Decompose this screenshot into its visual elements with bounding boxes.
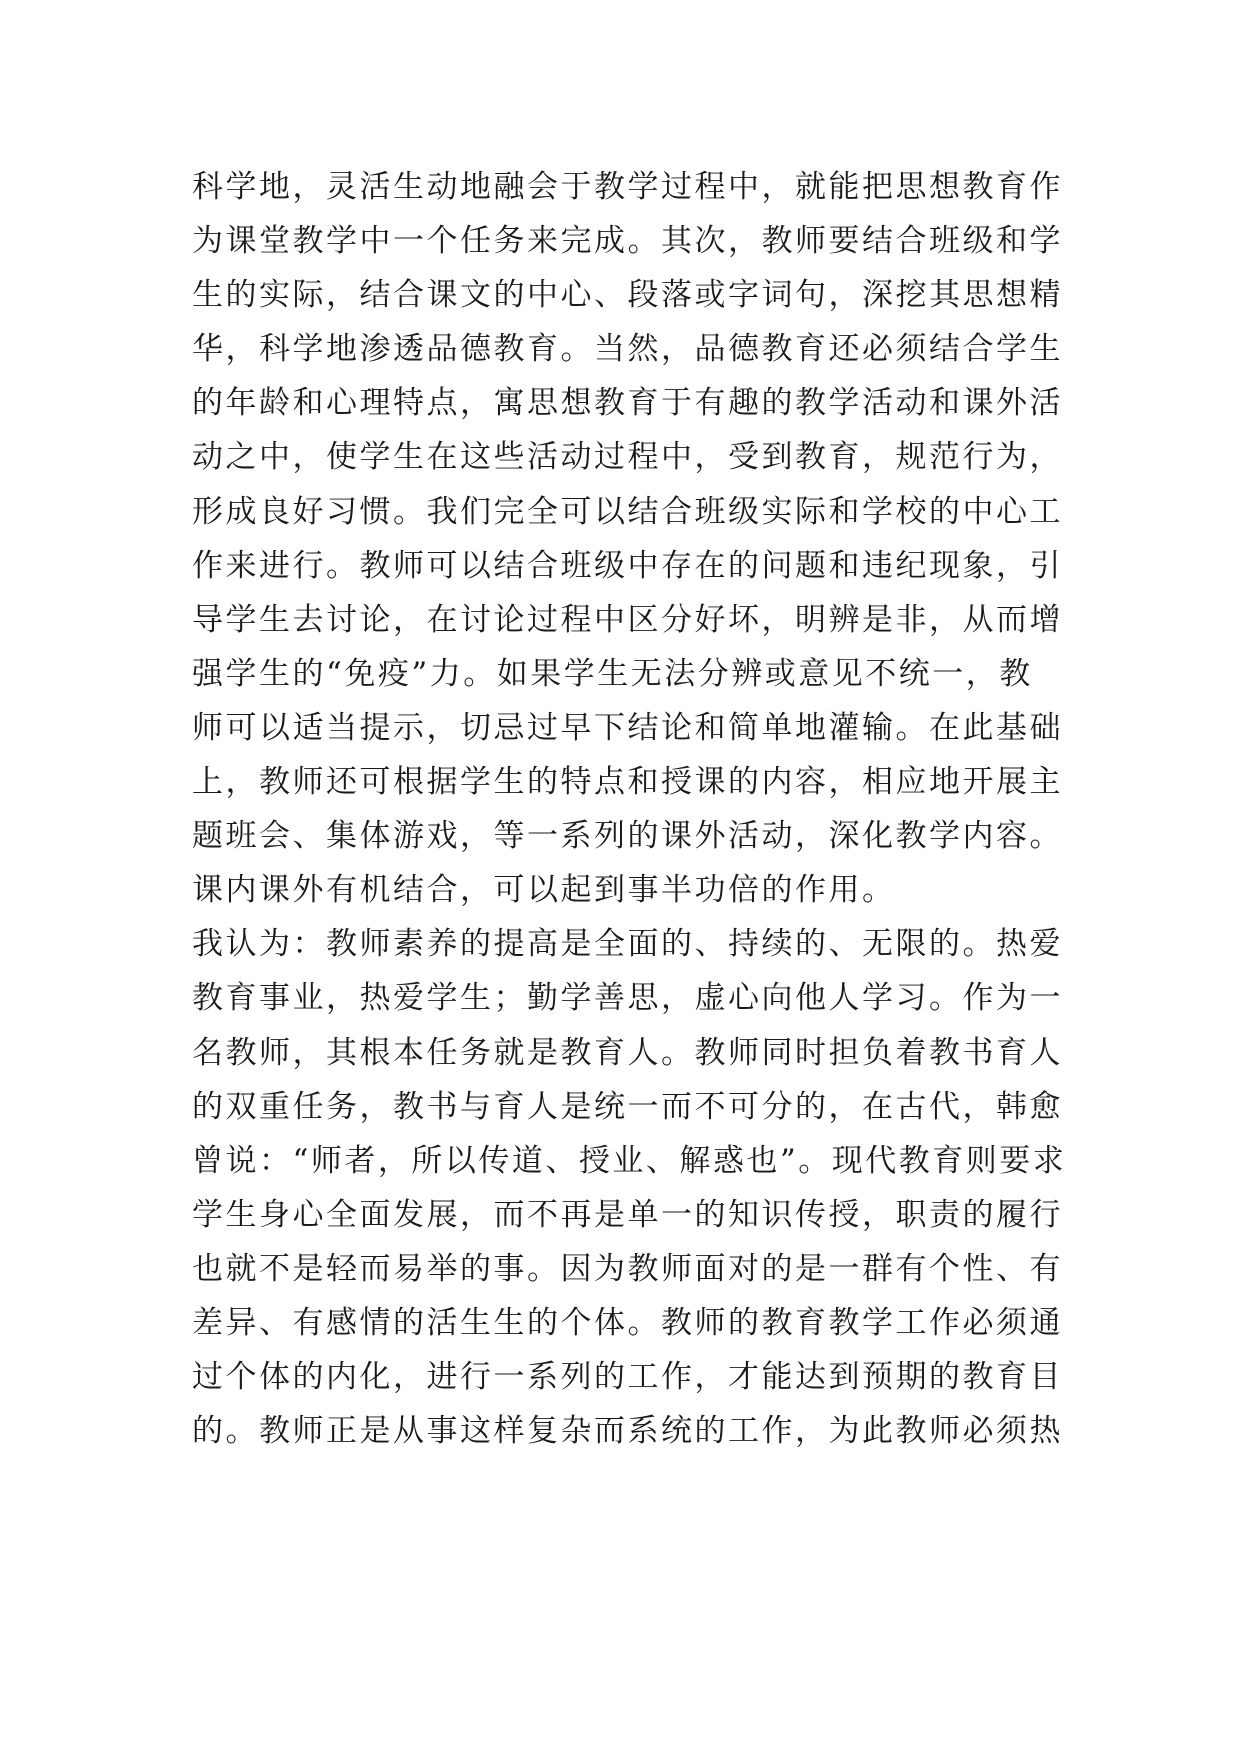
text-line: 差异、有感情的活生生的个体。教师的教育教学工作必须通 [192, 1304, 1063, 1341]
text-line: 课内课外有机结合，可以起到事半功倍的作用。 [192, 872, 896, 909]
text-line: 导学生去讨论，在讨论过程中区分好坏，明辨是非，从而增 [192, 601, 1063, 638]
text-line: 作来进行。教师可以结合班级中存在的问题和违纪现象，引 [192, 547, 1063, 584]
text-line: 科学地，灵活生动地融会于教学过程中，就能把思想教育作 [192, 169, 1063, 205]
text-line: 师可以适当提示，切忌过早下结论和简单地灌输。在此基础 [192, 709, 1063, 746]
text-line: 我认为：教师素养的提高是全面的、持续的、无限的。热爱 [192, 926, 1063, 963]
body-text [192, 160, 1072, 1458]
text-line: 名教师，其根本任务就是教育人。教师同时担负着教书育人 [192, 1034, 1063, 1071]
text-line: 题班会、集体游戏，等一系列的课外活动，深化教学内容。 [192, 818, 1063, 855]
text-line: 过个体的内化，进行一系列的工作，才能达到预期的教育目 [192, 1359, 1063, 1396]
text-line: 的双重任务，教书与育人是统一而不可分的，在古代，韩愈 [192, 1088, 1063, 1125]
text-line: 形成良好习惯。我们完全可以结合班级实际和学校的中心工 [192, 493, 1063, 530]
text-line: 的。教师正是从事这样复杂而系统的工作，为此教师必须热 [192, 1413, 1063, 1450]
text-line: 华，科学地渗透品德教育。当然，品德教育还必须结合学生 [192, 331, 1063, 368]
text-line: 学生身心全面发展，而不再是单一的知识传授，职责的履行 [192, 1196, 1063, 1233]
text-line: 生的实际，结合课文的中心、段落或字词句，深挖其思想精 [192, 277, 1063, 314]
text-line: 强学生的“免疫”力。如果学生无法分辨或意见不统一，教 [192, 655, 1033, 692]
text-line: 曾说：“师者，所以传道、授业、解惑也”。现代教育则要求 [192, 1142, 1067, 1179]
text-line: 的年龄和心理特点，寓思想教育于有趣的教学活动和课外活 [192, 385, 1063, 422]
text-line: 上，教师还可根据学生的特点和授课的内容，相应地开展主 [192, 764, 1063, 801]
text-line: 动之中，使学生在这些活动过程中，受到教育，规范行为， [192, 439, 1063, 476]
text-line: 为课堂教学中一个任务来完成。其次，教师要结合班级和学 [192, 223, 1063, 260]
text-line: 教育事业，热爱学生；勤学善思，虚心向他人学习。作为一 [192, 980, 1063, 1017]
text-line: 也就不是轻而易举的事。因为教师面对的是一群有个性、有 [192, 1250, 1063, 1287]
